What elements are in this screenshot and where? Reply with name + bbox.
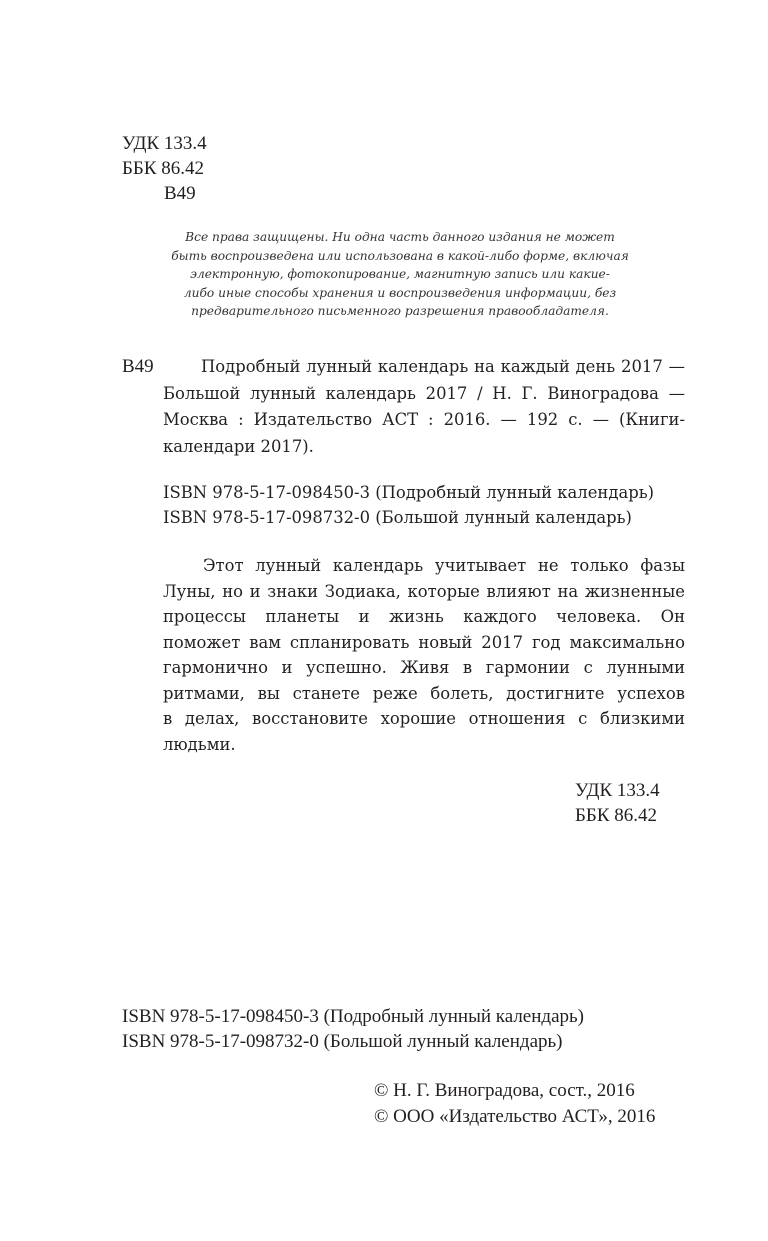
isbn-line: ISBN 978-5-17-098450-3 (Подробный лунный календарь) [122, 1006, 585, 1027]
annotation-line: ритмами, вы станете реже болеть, достигните успехов [163, 683, 685, 703]
bbk-code-right: ББК 86.42 [575, 805, 657, 826]
rights-line: быть воспроизведена или использована в какой-либо форме, включая [171, 248, 629, 263]
annotation-line: процессы планеты и жизнь каждого человека. Он [163, 607, 685, 626]
isbn-line: ISBN 978-5-17-098732-0 (Большой лунный календарь) [163, 508, 632, 527]
footer-isbn-list [122, 1004, 584, 1054]
rights-notice [160, 228, 640, 321]
biblio-line: Москва : Издательство АСТ : 2016. — 192 с. — (Книги- [163, 410, 685, 429]
rights-line: либо иные способы хранения и воспроизведения информации, без [183, 285, 617, 300]
bibliographic-isbn-list [163, 480, 654, 530]
isbn-line: ISBN 978-5-17-098732-0 (Большой лунный календарь) [122, 1031, 563, 1052]
annotation-line: людьми. [163, 734, 236, 754]
isbn-line: ISBN 978-5-17-098450-3 (Подробный лунный календарь) [163, 483, 655, 502]
author-code-top: В49 [164, 183, 196, 204]
rights-line: электронную, фотокопирование, магнитную запись или какие- [190, 267, 610, 281]
biblio-line: Подробный лунный календарь на каждый день 2017 — [201, 357, 685, 376]
annotation-line: Луны, но и знаки Зодиака, которые влияют на жизненные [163, 581, 685, 601]
copyright-line: © Н. Г. Виноградова, сост., 2016 [374, 1080, 635, 1101]
udk-code-top: УДК 133.4 [122, 133, 207, 154]
biblio-line: Большой лунный календарь 2017 / Н. Г. Виноградова — [163, 383, 685, 403]
annotation-paragraph [163, 553, 685, 757]
bibliographic-author-code: В49 [122, 356, 154, 377]
rights-line: предварительного письменного разрешения правообладателя. [191, 304, 609, 318]
copyright-block [374, 1078, 655, 1130]
udk-code-right: УДК 133.4 [575, 780, 660, 801]
bibliographic-description [163, 354, 685, 460]
bbk-code-top: ББК 86.42 [122, 158, 204, 179]
rights-line: Все права защищены. Ни одна часть данного издания не может [185, 230, 615, 244]
annotation-line: Этот лунный календарь учитывает не только фазы [203, 556, 685, 575]
classification-right [575, 778, 660, 828]
copyright-line: © ООО «Издательство АСТ», 2016 [374, 1106, 656, 1127]
annotation-line: поможет вам спланировать новый 2017 год максимально [163, 632, 685, 652]
annotation-line: гармонично и успешно. Живя в гармонии с лунными [163, 658, 685, 677]
annotation-line: в делах, восстановите хорошие отношения с близкими [163, 709, 685, 728]
biblio-line: календари 2017). [163, 436, 314, 456]
